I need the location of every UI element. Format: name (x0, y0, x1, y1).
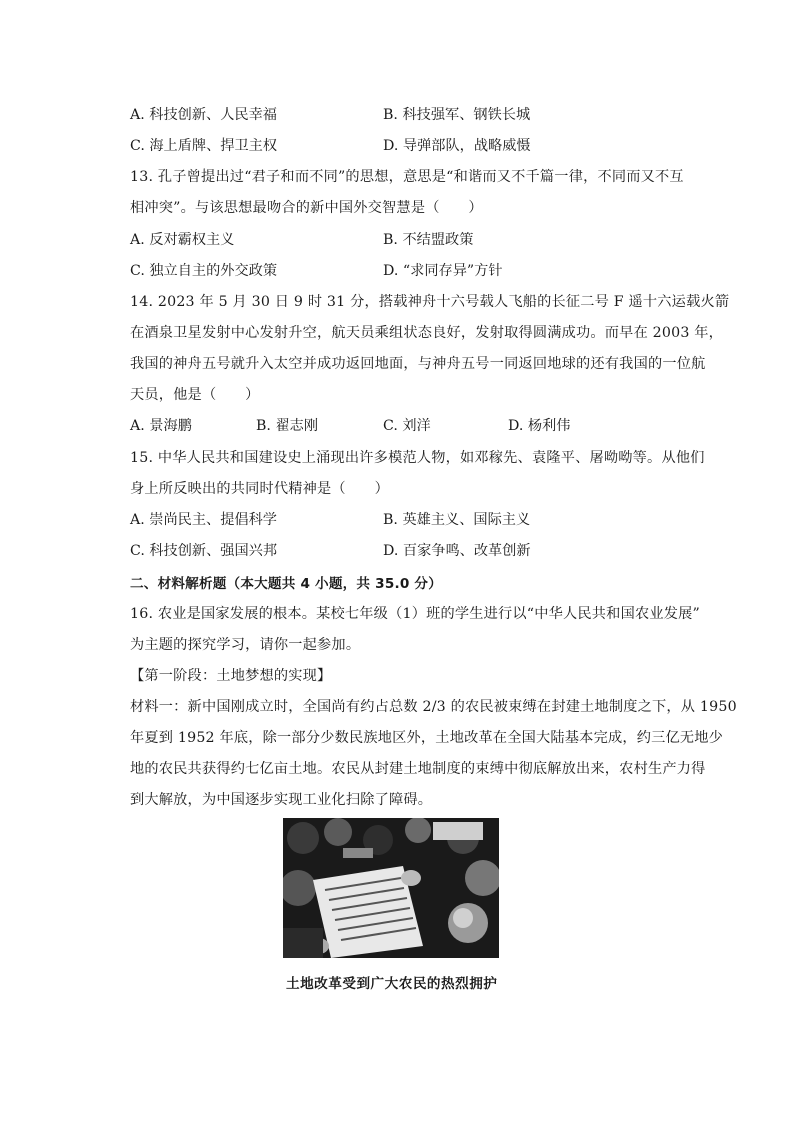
q16-material1-line1: 材料一：新中国刚成立时，全国尚有约占总数 2/3 的农民被束缚在封建土地制度之下，从 1950 (130, 699, 737, 715)
q15-option-a: A. 崇尚民主、提倡科学 (130, 512, 277, 528)
land-reform-photo-graphic (283, 818, 499, 958)
q15-option-c: C. 科技创新、强国兴邦 (130, 543, 278, 559)
q12-option-b: B. 科技强军、钢铁长城 (383, 107, 531, 123)
q13-option-a: A. 反对霸权主义 (130, 232, 235, 248)
q16-stage1-heading: 【第一阶段：土地梦想的实现】 (130, 668, 332, 684)
q15-stem-line1: 15. 中华人民共和国建设史上涌现出许多模范人物，如邓稼先、袁隆平、屠呦呦等。从他们 (130, 450, 705, 466)
q14-option-a: A. 景海鹏 (130, 418, 192, 434)
q15-option-d: D. 百家争鸣、改革创新 (383, 543, 531, 559)
q12-option-c: C. 海上盾牌、捍卫主权 (130, 138, 278, 154)
q15-option-b: B. 英雄主义、国际主义 (383, 512, 531, 528)
q16-material1-line3: 地的农民共获得约七亿亩土地。农民从封建土地制度的束缚中彻底解放出来，农村生产力得 (130, 761, 706, 777)
q14-option-d: D. 杨利伟 (508, 418, 571, 434)
q13-option-d: D. “求同存异”方针 (383, 263, 503, 279)
q16-material1-line2: 年夏到 1952 年底，除一部分少数民族地区外，土地改革在全国大陆基本完成，约三亿无地少 (130, 730, 724, 746)
section-heading-material-analysis: 二、材料解析题（本大题共 4 小题，共 35.0 分） (130, 576, 443, 592)
q14-stem-line2: 在酒泉卫星发射中心发射升空，航天员乘组状态良好，发射取得圆满成功。而早在 2003 年， (130, 325, 724, 341)
q16-stem-line1: 16. 农业是国家发展的根本。某校七年级（1）班的学生进行以“中华人民共和国农业发展” (130, 606, 700, 622)
q14-stem-line3: 我国的神舟五号就升入太空并成功返回地面，与神舟五号一同返回地球的还有我国的一位航 (130, 356, 706, 372)
q13-option-b: B. 不结盟政策 (383, 232, 474, 248)
q16-material1-line4: 到大解放，为中国逐步实现工业化扫除了障碍。 (130, 792, 433, 808)
q13-stem-line2: 相冲突”。与该思想最吻合的新中国外交智慧是（ ） (130, 200, 483, 216)
q15-stem-line2: 身上所反映出的共同时代精神是（ ） (130, 481, 389, 497)
q13-stem-line1: 13. 孔子曾提出过“君子和而不同”的思想，意思是“和谐而又不千篇一律，不同而又不互 (130, 169, 684, 185)
q12-option-d: D. 导弹部队，战略威慑 (383, 138, 531, 154)
land-reform-photo (283, 818, 499, 958)
q14-stem-line1: 14. 2023 年 5 月 30 日 9 时 31 分，搭载神舟十六号载人飞船的长征二号 F 遥十六运载火箭 (130, 294, 730, 310)
q13-option-c: C. 独立自主的外交政策 (130, 263, 278, 279)
q14-stem-line4: 天员，他是（ ） (130, 387, 260, 403)
q14-option-b: B. 翟志刚 (256, 418, 319, 434)
q14-option-c: C. 刘洋 (383, 418, 431, 434)
q12-option-a: A. 科技创新、人民幸福 (130, 107, 277, 123)
photo-caption: 土地改革受到广大农民的热烈拥护 (286, 976, 498, 992)
q16-stem-line2: 为主题的探究学习，请你一起参加。 (130, 637, 361, 653)
